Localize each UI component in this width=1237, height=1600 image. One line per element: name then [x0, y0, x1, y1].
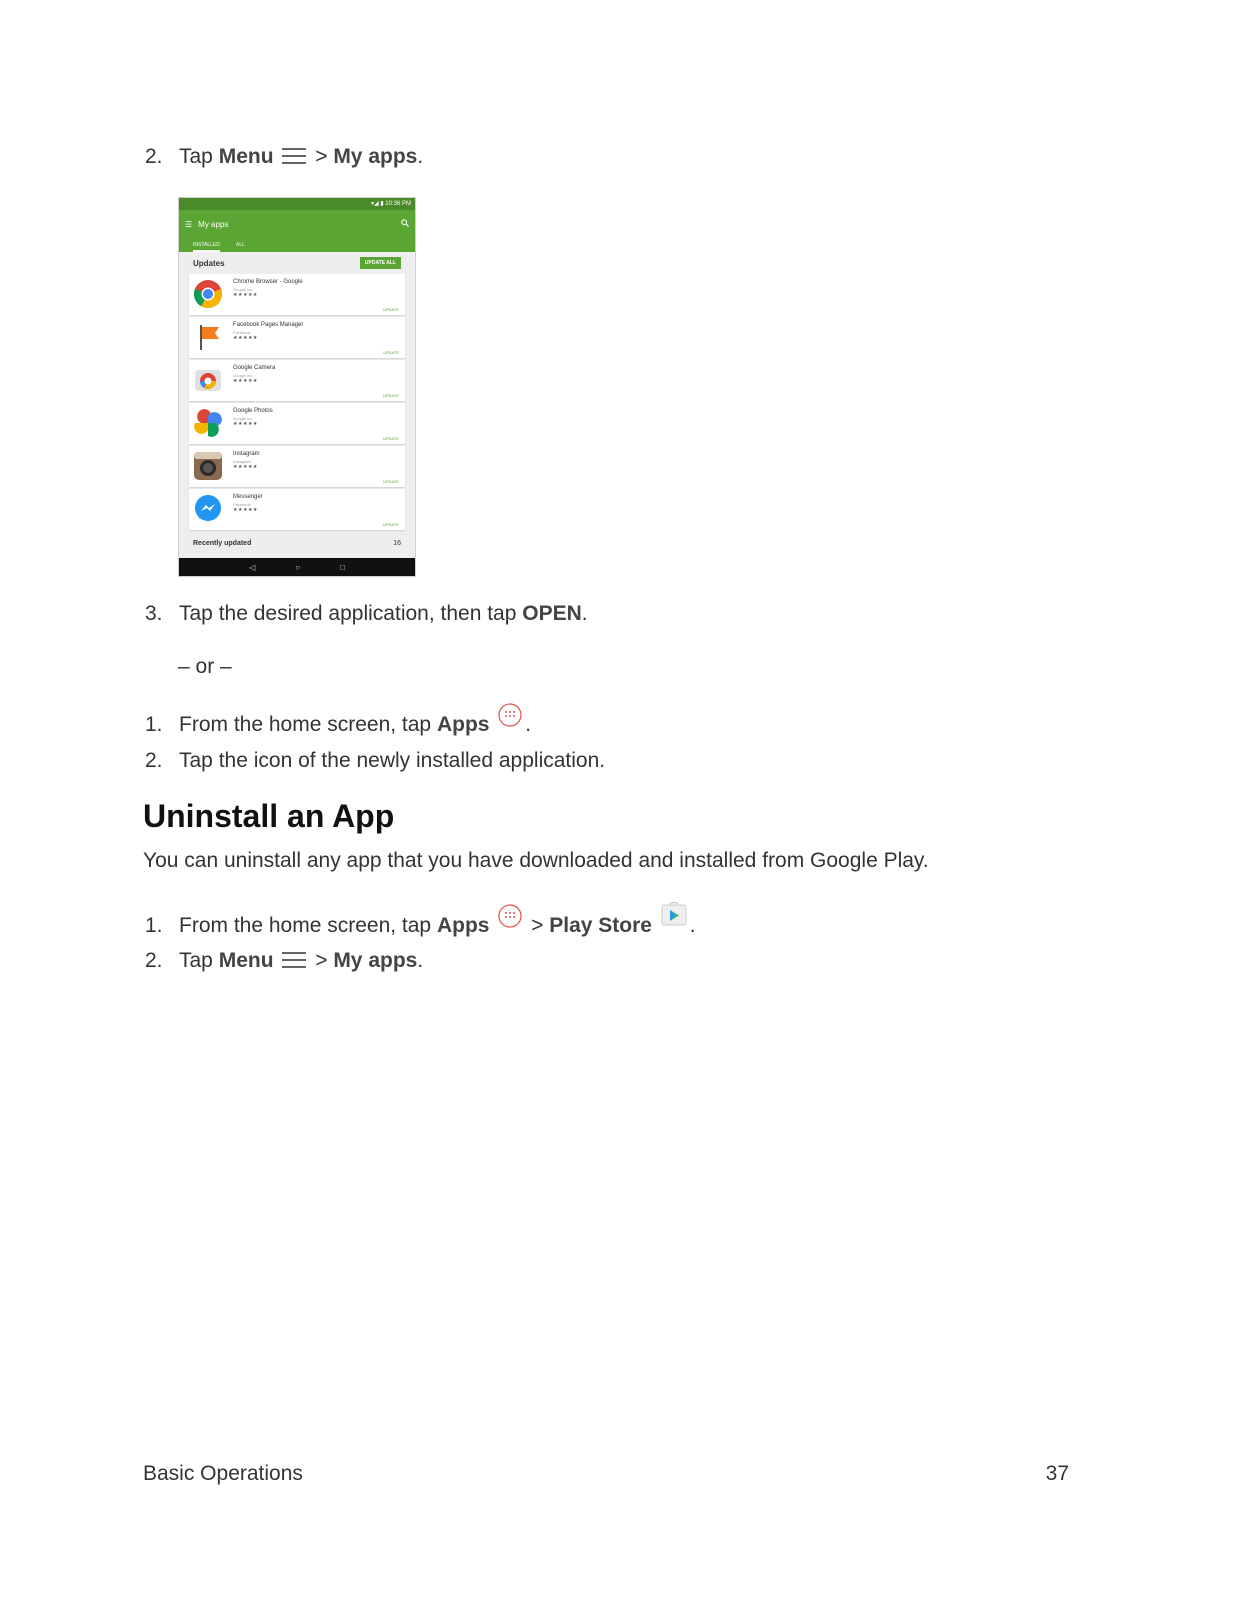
section-heading: Uninstall an App	[143, 798, 395, 834]
update-button[interactable]: UPDATE	[383, 350, 399, 355]
app-name: Instagram	[233, 451, 260, 457]
nav-bar	[179, 558, 415, 576]
play-store-label: Play Store	[549, 914, 652, 937]
flag-icon	[193, 322, 223, 352]
messenger-icon	[193, 494, 223, 524]
app-name: Google Camera	[233, 365, 276, 371]
status-bar: ▾◢ ▮ 10:36 PM	[179, 198, 415, 210]
step-number: 1.	[145, 713, 163, 736]
step-tap-menu-uninstall: 2. Tap Menu > My apps.	[145, 948, 423, 976]
step-number: 3.	[145, 602, 163, 625]
app-row-google-photos[interactable]	[189, 403, 405, 444]
app-name: Facebook Pages Manager	[233, 322, 304, 328]
search-icon[interactable]	[401, 219, 409, 229]
step-text: Tap the desired application, then tap	[179, 602, 523, 625]
apps-label: Apps	[436, 914, 490, 937]
chrome-icon	[193, 279, 223, 309]
my-apps-label: My apps	[333, 949, 418, 972]
step-number: 1.	[145, 914, 163, 937]
app-bar	[179, 210, 415, 238]
recently-updated-header[interactable]	[179, 532, 415, 554]
step-number: 2.	[145, 145, 163, 168]
play-store-icon	[661, 902, 687, 933]
app-rating: ★★★★★	[233, 292, 258, 298]
camera-icon	[193, 365, 223, 395]
home-icon[interactable]: ○	[295, 562, 301, 572]
app-rating: ★★★★★	[233, 464, 258, 470]
section-intro: You can uninstall any app that you have downloaded and installed from Google Play.	[143, 849, 929, 872]
update-button[interactable]: UPDATE	[383, 393, 399, 398]
tab-installed[interactable]: INSTALLED	[193, 238, 220, 252]
pinwheel-icon	[193, 408, 223, 438]
app-row-messenger[interactable]	[189, 489, 405, 530]
app-developer: Google Inc.	[233, 373, 254, 378]
separator: >	[525, 914, 550, 937]
app-name: Messenger	[233, 494, 263, 500]
update-button[interactable]: UPDATE	[383, 436, 399, 441]
step-text: Tap	[179, 145, 219, 168]
step-tap-new-app-icon	[145, 748, 605, 774]
menu-icon	[282, 146, 306, 172]
recents-icon[interactable]: □	[340, 562, 345, 572]
app-name: Chrome Browser - Google	[233, 279, 303, 285]
update-all-button[interactable]: UPDATE ALL	[360, 257, 401, 269]
app-row-instagram[interactable]	[189, 446, 405, 487]
menu-label: Menu	[218, 145, 274, 168]
separator: >	[309, 145, 334, 168]
separator: >	[309, 949, 334, 972]
app-rating: ★★★★★	[233, 421, 258, 427]
step-text: From the home screen, tap	[179, 713, 437, 736]
step-text: From the home screen, tap	[179, 914, 437, 937]
apps-grid-icon	[498, 703, 522, 734]
recently-updated-label: Recently updated	[193, 539, 252, 547]
app-bar-title: My apps	[198, 219, 229, 229]
app-developer: Instagram	[233, 459, 251, 464]
app-developer: Facebook	[233, 502, 251, 507]
apps-grid-icon	[498, 904, 522, 935]
app-developer: Google Inc.	[233, 287, 254, 292]
step-tap-apps: 1. From the home screen, tap Apps .	[145, 703, 531, 738]
footer-section-name: Basic Operations	[143, 1462, 303, 1485]
app-rating: ★★★★★	[233, 335, 258, 341]
update-button[interactable]: UPDATE	[383, 307, 399, 312]
step-text: Tap the icon of the newly installed application.	[179, 749, 606, 772]
app-row-google-camera[interactable]	[189, 360, 405, 401]
updates-header	[179, 252, 415, 274]
app-rating: ★★★★★	[233, 378, 258, 384]
or-separator: – or –	[178, 655, 232, 678]
step-number: 2.	[145, 949, 163, 972]
back-icon[interactable]: ◁	[249, 562, 256, 572]
updates-label: Updates	[193, 258, 225, 268]
update-button[interactable]: UPDATE	[383, 522, 399, 527]
step-open-play-store: 1. From the home screen, tap Apps > Play Store .	[145, 902, 696, 939]
app-developer: Facebook	[233, 330, 251, 335]
menu-label: Menu	[218, 949, 274, 972]
step-number: 2.	[145, 749, 163, 772]
apps-label: Apps	[436, 713, 490, 736]
menu-icon	[282, 950, 306, 976]
tab-all[interactable]: ALL	[235, 242, 245, 248]
step-tap-menu: 2. Tap Menu > My apps.	[145, 144, 423, 172]
my-apps-screenshot	[178, 197, 416, 577]
open-label: OPEN	[522, 602, 582, 625]
page-number: 37	[1045, 1462, 1069, 1485]
step-tap-open: 3. Tap the desired application, then tap OPEN.	[145, 602, 588, 625]
my-apps-label: My apps	[333, 145, 418, 168]
recently-updated-count: 16	[393, 539, 401, 547]
instagram-icon	[193, 451, 223, 481]
app-row-facebook-pages[interactable]	[189, 317, 405, 358]
app-name: Google Photos	[233, 408, 273, 414]
step-text: Tap	[179, 949, 219, 972]
app-developer: Google Inc.	[233, 416, 254, 421]
hamburger-icon[interactable]: ☰	[185, 219, 193, 229]
update-button[interactable]: UPDATE	[383, 479, 399, 484]
tab-bar	[179, 238, 415, 252]
app-row-chrome[interactable]	[189, 274, 405, 315]
app-rating: ★★★★★	[233, 507, 258, 513]
